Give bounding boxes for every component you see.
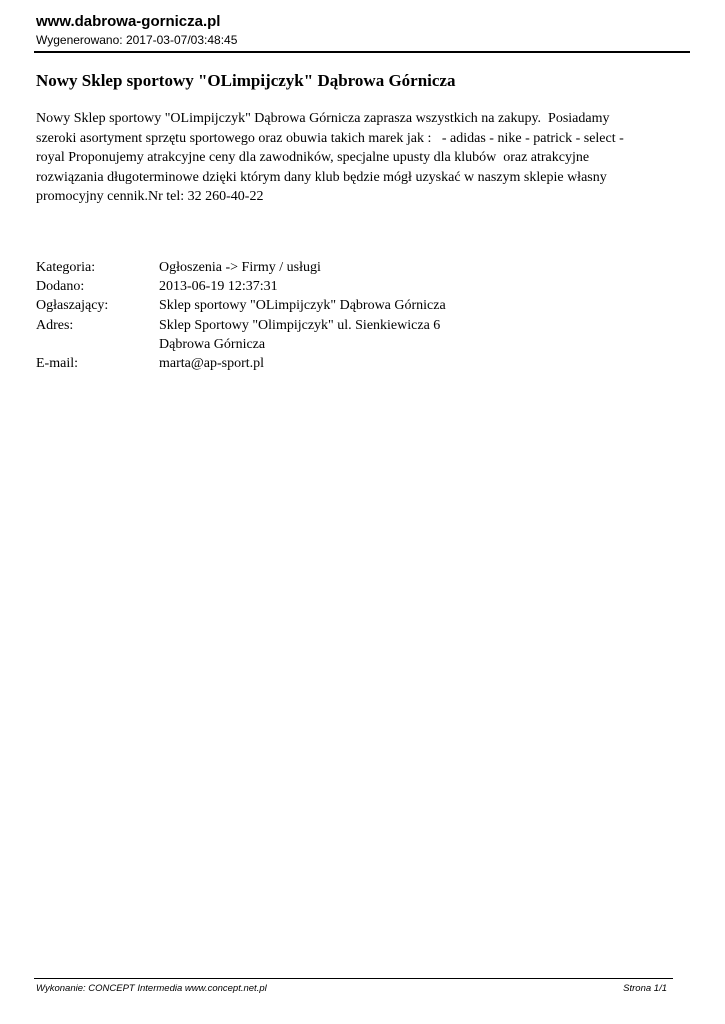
description-line: rozwiązania długoterminowe dzięki którym dany klub będzie mógł uzyskać w naszym sklepie własny — [36, 169, 607, 185]
advertiser-value: Sklep sportowy "OLimpijczyk" Dąbrowa Górnicza — [159, 298, 446, 314]
added-value: 2013-06-19 12:37:31 — [159, 279, 278, 295]
detail-row-added — [36, 277, 446, 296]
page-title: Nowy Sklep sportowy "OLimpijczyk" Dąbrowa Górnicza — [36, 71, 456, 90]
email-label: E-mail: — [36, 356, 78, 372]
address-value — [159, 316, 440, 354]
detail-row-email — [36, 354, 446, 373]
footer-credit[interactable]: Wykonanie: CONCEPT Intermedia www.concept.net.pl — [36, 983, 267, 994]
category-label: Kategoria: — [36, 260, 96, 275]
ad-description — [36, 109, 686, 207]
ad-details — [36, 258, 446, 373]
address-label: Adres: — [36, 317, 74, 333]
advertiser-label: Ogłaszający: — [36, 298, 109, 314]
page-number: Strona 1/1 — [623, 983, 667, 994]
detail-row-advertiser — [36, 296, 446, 315]
detail-row-category — [36, 258, 446, 277]
description-line: szeroki asortyment sprzętu sportowego oraz obuwia takich marek jak : - adidas - nike - patrick - select - — [36, 130, 624, 146]
address-line-street: Sklep Sportowy "Olimpijczyk" ul. Sienkiewicza 6 — [159, 317, 441, 333]
description-line: Nowy Sklep sportowy "OLimpijczyk" Dąbrowa Górnicza zaprasza wszystkich na zakupy. Posiadamy — [36, 111, 610, 126]
header-divider — [34, 51, 690, 53]
site-url[interactable]: www.dabrowa-gornicza.pl — [36, 13, 221, 30]
generated-timestamp: Wygenerowano: 2017-03-07/03:48:45 — [36, 33, 238, 47]
description-line: royal Proponujemy atrakcyjne ceny dla zawodników, specjalne upusty dla klubów oraz atrakcyjne — [36, 150, 590, 166]
description-line: promocyjny cennik.Nr tel: 32 260-40-22 — [36, 189, 264, 205]
email-value[interactable]: marta@ap-sport.pl — [159, 356, 265, 372]
detail-row-address — [36, 316, 446, 354]
category-value[interactable]: Ogłoszenia -> Firmy / usługi — [159, 260, 321, 275]
footer-divider — [34, 978, 673, 979]
added-label: Dodano: — [36, 279, 85, 295]
address-line-city: Dąbrowa Górnicza — [159, 336, 266, 352]
